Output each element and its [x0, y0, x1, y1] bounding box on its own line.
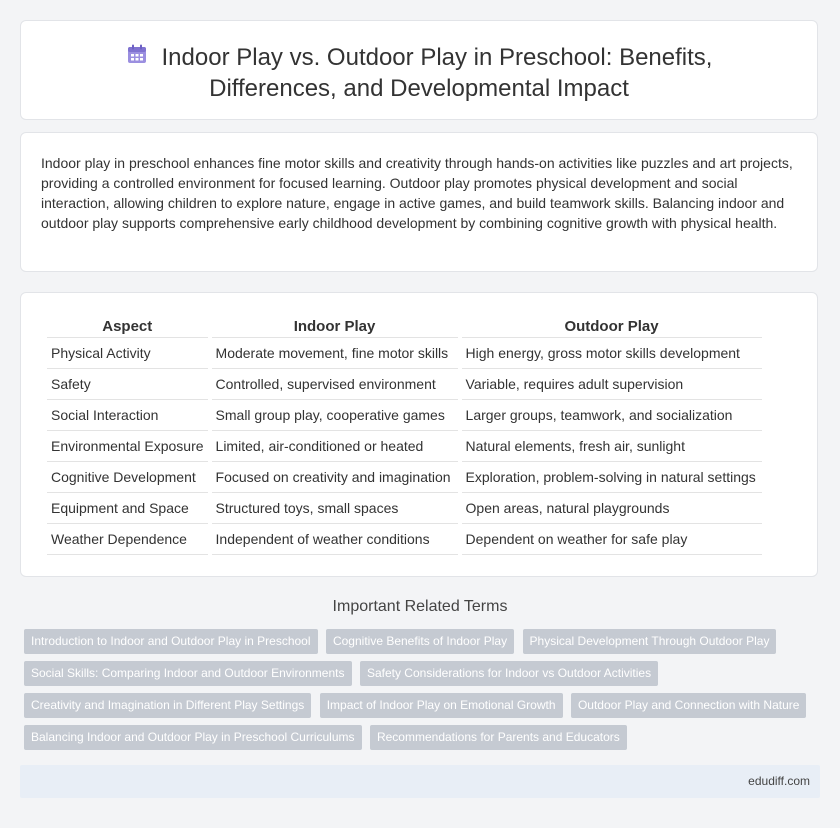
table-cell: Weather Dependence — [47, 524, 208, 555]
intro-paragraph: Indoor play in preschool enhances fine motor skills and creativity through hands-on activities like puzzles and art projects, providing a controlled environment for focused learning. Outdoor play promotes physical development and social interaction, allowing children to explore nature, engage in active games, and build teamwork skills. Balancing indoor and outdoor play supports comprehensive early childhood development by combining cognitive growth with physical health. — [41, 155, 793, 231]
footer-site-name[interactable]: edudiff.com — [748, 774, 810, 788]
table-cell: Environmental Exposure — [47, 431, 208, 462]
related-term-tag[interactable]: Impact of Indoor Play on Emotional Growth — [320, 693, 563, 718]
related-term-tag[interactable]: Outdoor Play and Connection with Nature — [571, 693, 806, 718]
column-header-indoor: Indoor Play — [212, 313, 458, 338]
table-cell: Structured toys, small spaces — [212, 493, 458, 524]
table-cell: Controlled, supervised environment — [212, 369, 458, 400]
table-cell: Focused on creativity and imagination — [212, 462, 458, 493]
related-term-tag[interactable]: Cognitive Benefits of Indoor Play — [326, 629, 514, 654]
intro-card — [20, 132, 818, 272]
table-row — [47, 400, 762, 431]
related-terms-list — [24, 629, 824, 757]
table-cell: Open areas, natural playgrounds — [462, 493, 762, 524]
table-row — [47, 493, 762, 524]
page-title: Indoor Play vs. Outdoor Play in Preschool: Benefits, Differences, and Developmental Impact — [161, 44, 713, 103]
table-cell: Social Interaction — [47, 400, 208, 431]
title-wrap — [61, 43, 777, 103]
table-row — [47, 338, 762, 369]
table-cell: Safety — [47, 369, 208, 400]
table-row — [47, 369, 762, 400]
table-cell: Equipment and Space — [47, 493, 208, 524]
table-cell: High energy, gross motor skills development — [462, 338, 762, 369]
related-term-tag[interactable]: Introduction to Indoor and Outdoor Play in Preschool — [24, 629, 318, 654]
related-term-tag[interactable]: Safety Considerations for Indoor vs Outdoor Activities — [360, 661, 658, 686]
header-card — [20, 20, 818, 120]
related-term-tag[interactable]: Recommendations for Parents and Educators — [370, 725, 627, 750]
table-cell: Physical Activity — [47, 338, 208, 369]
related-term-tag[interactable]: Social Skills: Comparing Indoor and Outdoor Environments — [24, 661, 352, 686]
table-cell: Small group play, cooperative games — [212, 400, 458, 431]
table-cell: Variable, requires adult supervision — [462, 369, 762, 400]
related-terms-title: Important Related Terms — [332, 598, 508, 615]
column-header-aspect: Aspect — [47, 313, 208, 338]
column-header-outdoor: Outdoor Play — [462, 313, 762, 338]
table-cell: Dependent on weather for safe play — [462, 524, 762, 555]
table-row — [47, 524, 762, 555]
related-term-tag[interactable]: Balancing Indoor and Outdoor Play in Preschool Curriculums — [24, 725, 362, 750]
table-cell: Exploration, problem-solving in natural settings — [462, 462, 762, 493]
table-cell: Cognitive Development — [47, 462, 208, 493]
table-cell: Larger groups, teamwork, and socialization — [462, 400, 762, 431]
table-row — [47, 462, 762, 493]
comparison-table — [43, 313, 766, 555]
table-header-row — [47, 313, 762, 338]
table-row — [47, 431, 762, 462]
table-cell: Limited, air-conditioned or heated — [212, 431, 458, 462]
footer — [20, 765, 820, 798]
table-cell: Moderate movement, fine motor skills — [212, 338, 458, 369]
table-cell: Natural elements, fresh air, sunlight — [462, 431, 762, 462]
calendar-icon — [126, 43, 148, 70]
comparison-table-card — [20, 292, 818, 577]
related-term-tag[interactable]: Physical Development Through Outdoor Play — [523, 629, 777, 654]
table-cell: Independent of weather conditions — [212, 524, 458, 555]
related-term-tag[interactable]: Creativity and Imagination in Different Play Settings — [24, 693, 311, 718]
